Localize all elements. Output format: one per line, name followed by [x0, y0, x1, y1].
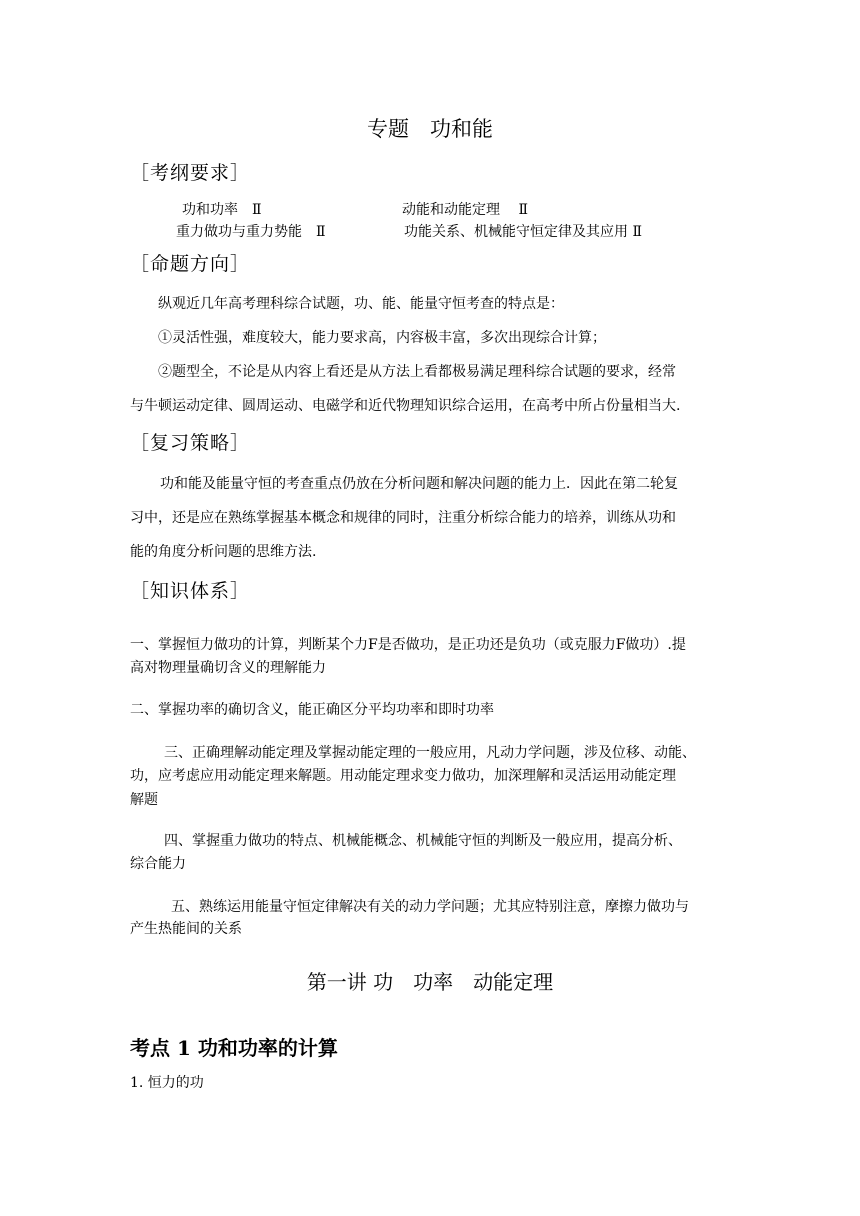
mingti-paragraph-1: 纵观近几年高考理科综合试题，功、能、能量守恒考查的特点是：	[158, 296, 564, 312]
lecture-title: 第一讲 功 功率 动能定理	[306, 970, 554, 994]
knowledge-item-5-line-2: 产生热能间的关系	[130, 921, 242, 937]
knowledge-item-4-line-1: 四、掌握重力做功的特点、机械能概念、机械能守恒的判断及一般应用，提高分析、	[164, 833, 682, 849]
section-header-fuxi: ［复习策略］	[130, 432, 251, 454]
section-header-mingti: ［命题方向］	[130, 253, 251, 275]
mingti-paragraph-2: ①灵活性强，难度较大，能力要求高，内容极丰富，多次出现综合计算；	[158, 330, 606, 346]
requirement-2-left: 重力做功与重力势能 Ⅱ	[176, 224, 326, 240]
page-title: 专题 功和能	[367, 117, 493, 141]
section-header-zhishi: ［知识体系］	[130, 580, 251, 602]
knowledge-item-1-line-2: 高对物理量确切含义的理解能力	[130, 660, 326, 676]
section-header-kaogang: ［考纲要求］	[130, 162, 251, 184]
kaodian-heading: 考点 1 功和功率的计算	[130, 1036, 338, 1060]
knowledge-item-1-line-1: 一、掌握恒力做功的计算，判断某个力F是否做功，是正功还是负功（或克服力F做功）.提	[130, 637, 686, 653]
fuxi-paragraph-line-1: 功和能及能量守恒的考查重点仍放在分析问题和解决问题的能力上．因此在第二轮复	[160, 476, 678, 492]
requirement-1-right: 动能和动能定理 Ⅱ	[402, 202, 528, 218]
requirement-2-right: 功能关系、机械能守恒定律及其应用 Ⅱ	[404, 224, 642, 240]
knowledge-item-2: 二、掌握功率的确切含义，能正确区分平均功率和即时功率	[130, 702, 494, 718]
mingti-paragraph-3-line-1: ②题型全，不论是从内容上看还是从方法上看都极易满足理科综合试题的要求，经常	[158, 364, 676, 380]
item-1-heading: 1. 恒力的功	[130, 1075, 204, 1091]
knowledge-item-3-line-3: 解题	[130, 792, 158, 808]
fuxi-paragraph-line-3: 能的角度分析问题的思维方法.	[130, 544, 317, 560]
knowledge-item-3-line-1: 三、正确理解动能定理及掌握动能定理的一般应用，凡动力学问题，涉及位移、动能、	[164, 745, 696, 761]
knowledge-item-4-line-2: 综合能力	[130, 856, 186, 872]
knowledge-item-5-line-1: 五、熟练运用能量守恒定律解决有关的动力学问题；尤其应特别注意，摩擦力做功与	[171, 899, 689, 915]
fuxi-paragraph-line-2: 习中，还是应在熟练掌握基本概念和规律的同时，注重分析综合能力的培养，训练从功和	[130, 510, 676, 526]
mingti-paragraph-3-line-2: 与牛顿运动定律、圆周运动、电磁学和近代物理知识综合运用，在高考中所占份量相当大.	[130, 398, 681, 414]
requirement-1-left: 功和功率 Ⅱ	[182, 202, 262, 218]
knowledge-item-3-line-2: 功，应考虑应用动能定理来解题。用动能定理求变力做功，加深理解和灵活运用动能定理	[130, 768, 676, 784]
